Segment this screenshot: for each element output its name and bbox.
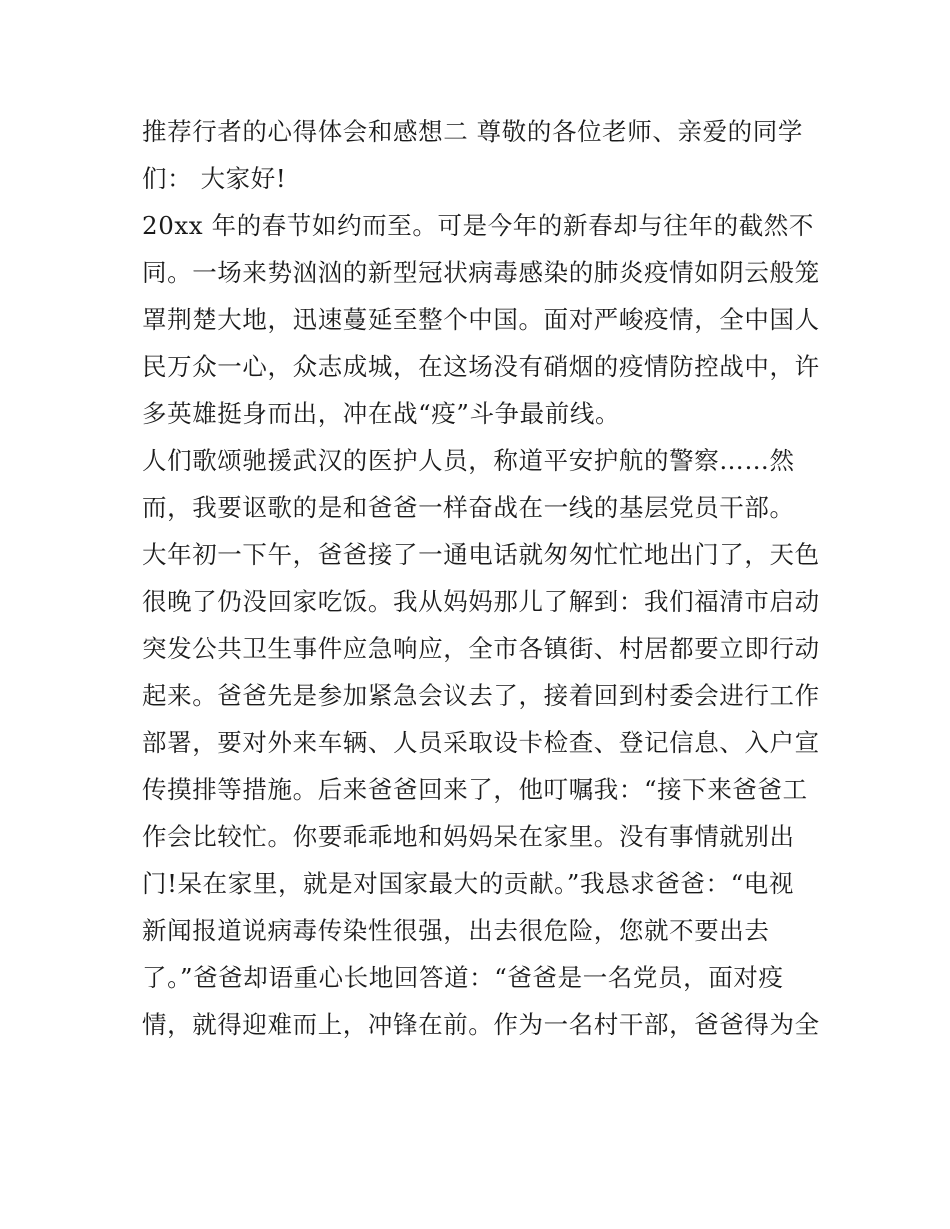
text-line: 很晚了仍没回家吃饭。我从妈妈那儿了解到：我们福清市启动 xyxy=(142,587,820,616)
text-line: 多英雄挺身而出，冲在战“疫”斗争最前线。 xyxy=(142,399,621,428)
text-line: 推荐行者的心得体会和感想二 尊敬的各位老师、亲爱的同学 xyxy=(142,117,803,146)
text-line: 了。”爸爸却语重心长地回答道：“爸爸是一名党员，面对疫 xyxy=(142,963,784,992)
text-line: 民万众一心，众志成城，在这场没有硝烟的疫情防控战中，许 xyxy=(142,352,820,381)
text-line: 罩荆楚大地，迅速蔓延至整个中国。面对严峻疫情，全中国人 xyxy=(142,305,820,334)
text-line: 作会比较忙。你要乖乖地和妈妈呆在家里。没有事情就别出 xyxy=(142,822,795,851)
text-line: 部署，要对外来车辆、人员采取设卡检查、登记信息、入户宣 xyxy=(142,728,820,757)
text-line: 新闻报道说病毒传染性很强，出去很危险，您就不要出去 xyxy=(142,916,770,945)
text-line: 起来。爸爸先是参加紧急会议去了，接着回到村委会进行工作 xyxy=(142,681,820,710)
text-line: 大年初一下午，爸爸接了一通电话就匆匆忙忙地出门了，天色 xyxy=(142,540,820,569)
text-line: 而，我要讴歌的是和爸爸一样奋战在一线的基层党员干部。 xyxy=(142,493,795,522)
text-line: 人们歌颂驰援武汉的医护人员，称道平安护航的警察……然 xyxy=(142,446,795,475)
document-body xyxy=(142,108,822,1048)
text-line: 20xx 年的春节如约而至。可是今年的新春却与往年的截然不 xyxy=(142,211,814,240)
text-line: 们： 大家好! xyxy=(142,164,287,193)
text-line: 突发公共卫生事件应急响应，全市各镇街、村居都要立即行动 xyxy=(142,634,820,663)
text-line: 传摸排等措施。后来爸爸回来了，他叮嘱我：“接下来爸爸工 xyxy=(142,775,808,804)
text-line: 门!呆在家里，就是对国家最大的贡献。”我恳求爸爸：“电视 xyxy=(142,869,794,898)
text-line: 同。一场来势汹汹的新型冠状病毒感染的肺炎疫情如阴云般笼 xyxy=(142,258,820,287)
text-line: 情，就得迎难而上，冲锋在前。作为一名村干部，爸爸得为全 xyxy=(142,1010,820,1039)
